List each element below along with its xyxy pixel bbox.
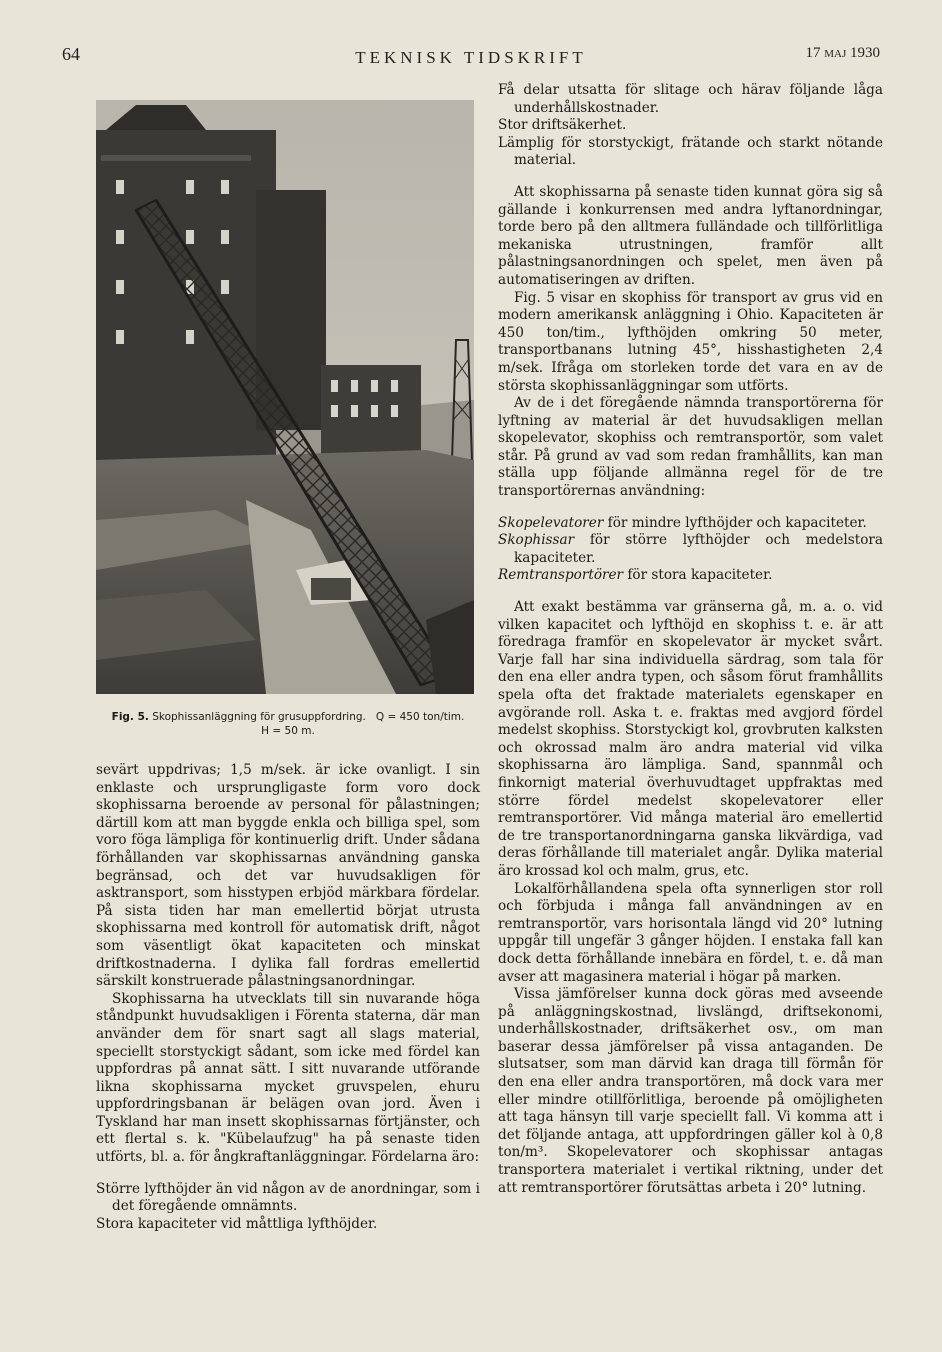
paragraph: sevärt uppdrivas; 1,5 m/sek. är icke ovanligt. I sin enklaste och ursprungligaste form voro dock skophissarna beroende av personal för pålastningen; därtill kom att man byggde enkla och billiga spel, som voro föga lämpliga för kontinuerlig drift. Under sådana förhållanden var skophissarnas användning ganska begränsad, och det var huvudsakligen för asktransport, som hisstypen erbjöd märkbara fördelar. På sista tiden har man emellertid börjat utrusta skophissarna med kontroll för automatisk drift, något som väsentligt ökat kapaciteten och minskat driftkostnaderna. I dylika fall fordras emellertid särskilt konstruerade pålastningsanordningar. — [96, 762, 480, 990]
figure-caption — [96, 710, 480, 738]
caption-label: Fig. 5. — [111, 711, 149, 723]
caption-h: H = 50 m. — [261, 725, 315, 737]
rule-item — [498, 515, 883, 533]
rule-term: Remtransportörer — [498, 567, 624, 584]
paragraph: Fig. 5 visar en skophiss för transport av grus vid en modern amerikansk anläggning i Ohio. Kapaciteten är 450 ton/tim., lyfthöjden omkring 50 meter, transportbanans lutning 45°, hisshastigheten 2,4 m/sek. Ifråga om storleken torde det vara en av de största skophissanläggningar som utförts. — [498, 289, 883, 394]
rule-text: för mindre lyfthöjder och kapaciteter. — [603, 514, 867, 531]
journal-title: TEKNISK TIDSKRIFT — [355, 48, 587, 67]
paragraph: Vissa jämförelser kunna dock göras med avseende på anläggningskostnad, livslängd, driftsekonomi, underhållskostnader, driftsäkerhet osv., om man baserar dessa jämförelser på vissa antaganden. De slutsatser, som man därvid kan draga till förmån för den ena eller andra transportören, må dock vara mer eller mindre otillförlitliga, beroende på omöjligheten att taga hänsyn till varje speciellt fall. Vi komma att i det följande antaga, att uppfordringen gäller kol à 0,8 ton/m³. Skopelevatorer och skophissar antagas transportera materialet i vertikal riktning, under det att remtransportörer förutsättas arbeta i 20° lutning. — [498, 986, 883, 1196]
list-item: Lämplig för storstyckigt, frätande och starkt nötande material. — [498, 134, 883, 169]
paragraph: Att skophissarna på senaste tiden kunnat göra sig så gällande i konkurrensen med andra lyftanordningar, torde bero på den alltmera fulländade och tillförlitliga mekaniska utrustningen, framför allt pålastningsanordningen och spelet, men även på automatiseringen av driften. — [498, 183, 883, 288]
rule-term: Skophissar — [498, 532, 575, 549]
paragraph: Att exakt bestämma var gränserna gå, m. a. o. vid vilken kapacitet och lyfthöjd en skophiss t. e. är att föredraga framför en skopelevator är mycket svårt. Varje fall har sina individuella särdrag, som tala för den ena eller andra typen, och såsom förut framhållits spela ofta det fraktade materialets egenskaper en avgörande roll. Aska t. e. fraktas med avgjord fördel medelst skophiss. Storstyckigt kol, grovbruten kalksten och okrossad malm äro andra material vid vilka skophissarna äro lämpliga. Sand, spannmål och finkornigt material överhuvudtaget uppfraktas med större fördel medelst skopelevatorer eller remtransportörer. Vid många material äro emellertid de tre transportanordningarna ganska likvärdiga, vad deras förhållande till materialet angår. Dylika material äro krossad kol och malm, grus, etc. — [498, 599, 883, 879]
list-item: Stora kapaciteter vid måttliga lyfthöjder. — [96, 1215, 378, 1232]
paragraph: Lokalförhållandena spela ofta synnerligen stor roll och förbjuda i många fall användningen av en remtransportör, vars horisontala längd vid 20° lutning uppgår till ungefär 3 gånger höjden. I enstaka fall kan dock detta förhållande innebära en fördel, t. e. då man avser att magasinera material i högar på marken. — [498, 880, 883, 985]
caption-q: Q = 450 ton/tim. — [375, 711, 465, 723]
rule-text: för större lyfthöjder och medelstora kapaciteter. — [514, 532, 883, 566]
list-item: Stor driftsäkerhet. — [498, 117, 627, 134]
paragraph: Av de i det föregående nämnda transportörerna för lyftning av material är det huvudsakligen mellan skopelevator, skophiss och remtransportör, som valet står. På grund av vad som redan framhållits, kan man ställa upp följande allmänna regel för de tre transportörernas användning: — [498, 395, 883, 500]
caption-text: Skophissanläggning för grusuppfordring. — [152, 711, 366, 723]
date-year: 1930 — [850, 45, 880, 61]
list-item: Större lyfthöjder än vid någon av de anordningar, som i det föregående omnämnts. — [96, 1180, 480, 1215]
rule-item — [498, 567, 883, 585]
rule-text: för stora kapaciteter. — [623, 567, 773, 584]
date-day: 17 — [805, 45, 821, 61]
photo-skip-hoist-plant — [96, 100, 474, 694]
page-number: 64 — [62, 44, 80, 64]
paragraph: Skophissarna ha utvecklats till sin nuvarande höga ståndpunkt huvudsakligen i Förenta staterna, där man använder dem för snart sagt all slags material, speciellt storstyckigt sådant, som icke med fördel kan uppfordras på annat sätt. I sitt nuvarande utförande likna skophissarna mycket gruvspelen, ehuru uppfordringsbanan är belägen ovan jord. Även i Tyskland har man insett skophissarnas förtjänster, och ett flertal s. k. "Kübelaufzug" ha på senaste tiden utförts, bl. a. för ångkraftanläggningar. Fördelarna äro: — [96, 990, 480, 1166]
date-month: maj — [824, 45, 847, 61]
left-column — [96, 762, 480, 1233]
rule-item — [498, 532, 883, 567]
list-item: Få delar utsatta för slitage och härav följande låga underhållskostnader. — [498, 82, 883, 116]
issue-date — [805, 45, 880, 62]
photo-illustration — [96, 100, 474, 694]
right-column — [498, 82, 883, 1197]
rule-term: Skopelevatorer — [498, 514, 604, 531]
